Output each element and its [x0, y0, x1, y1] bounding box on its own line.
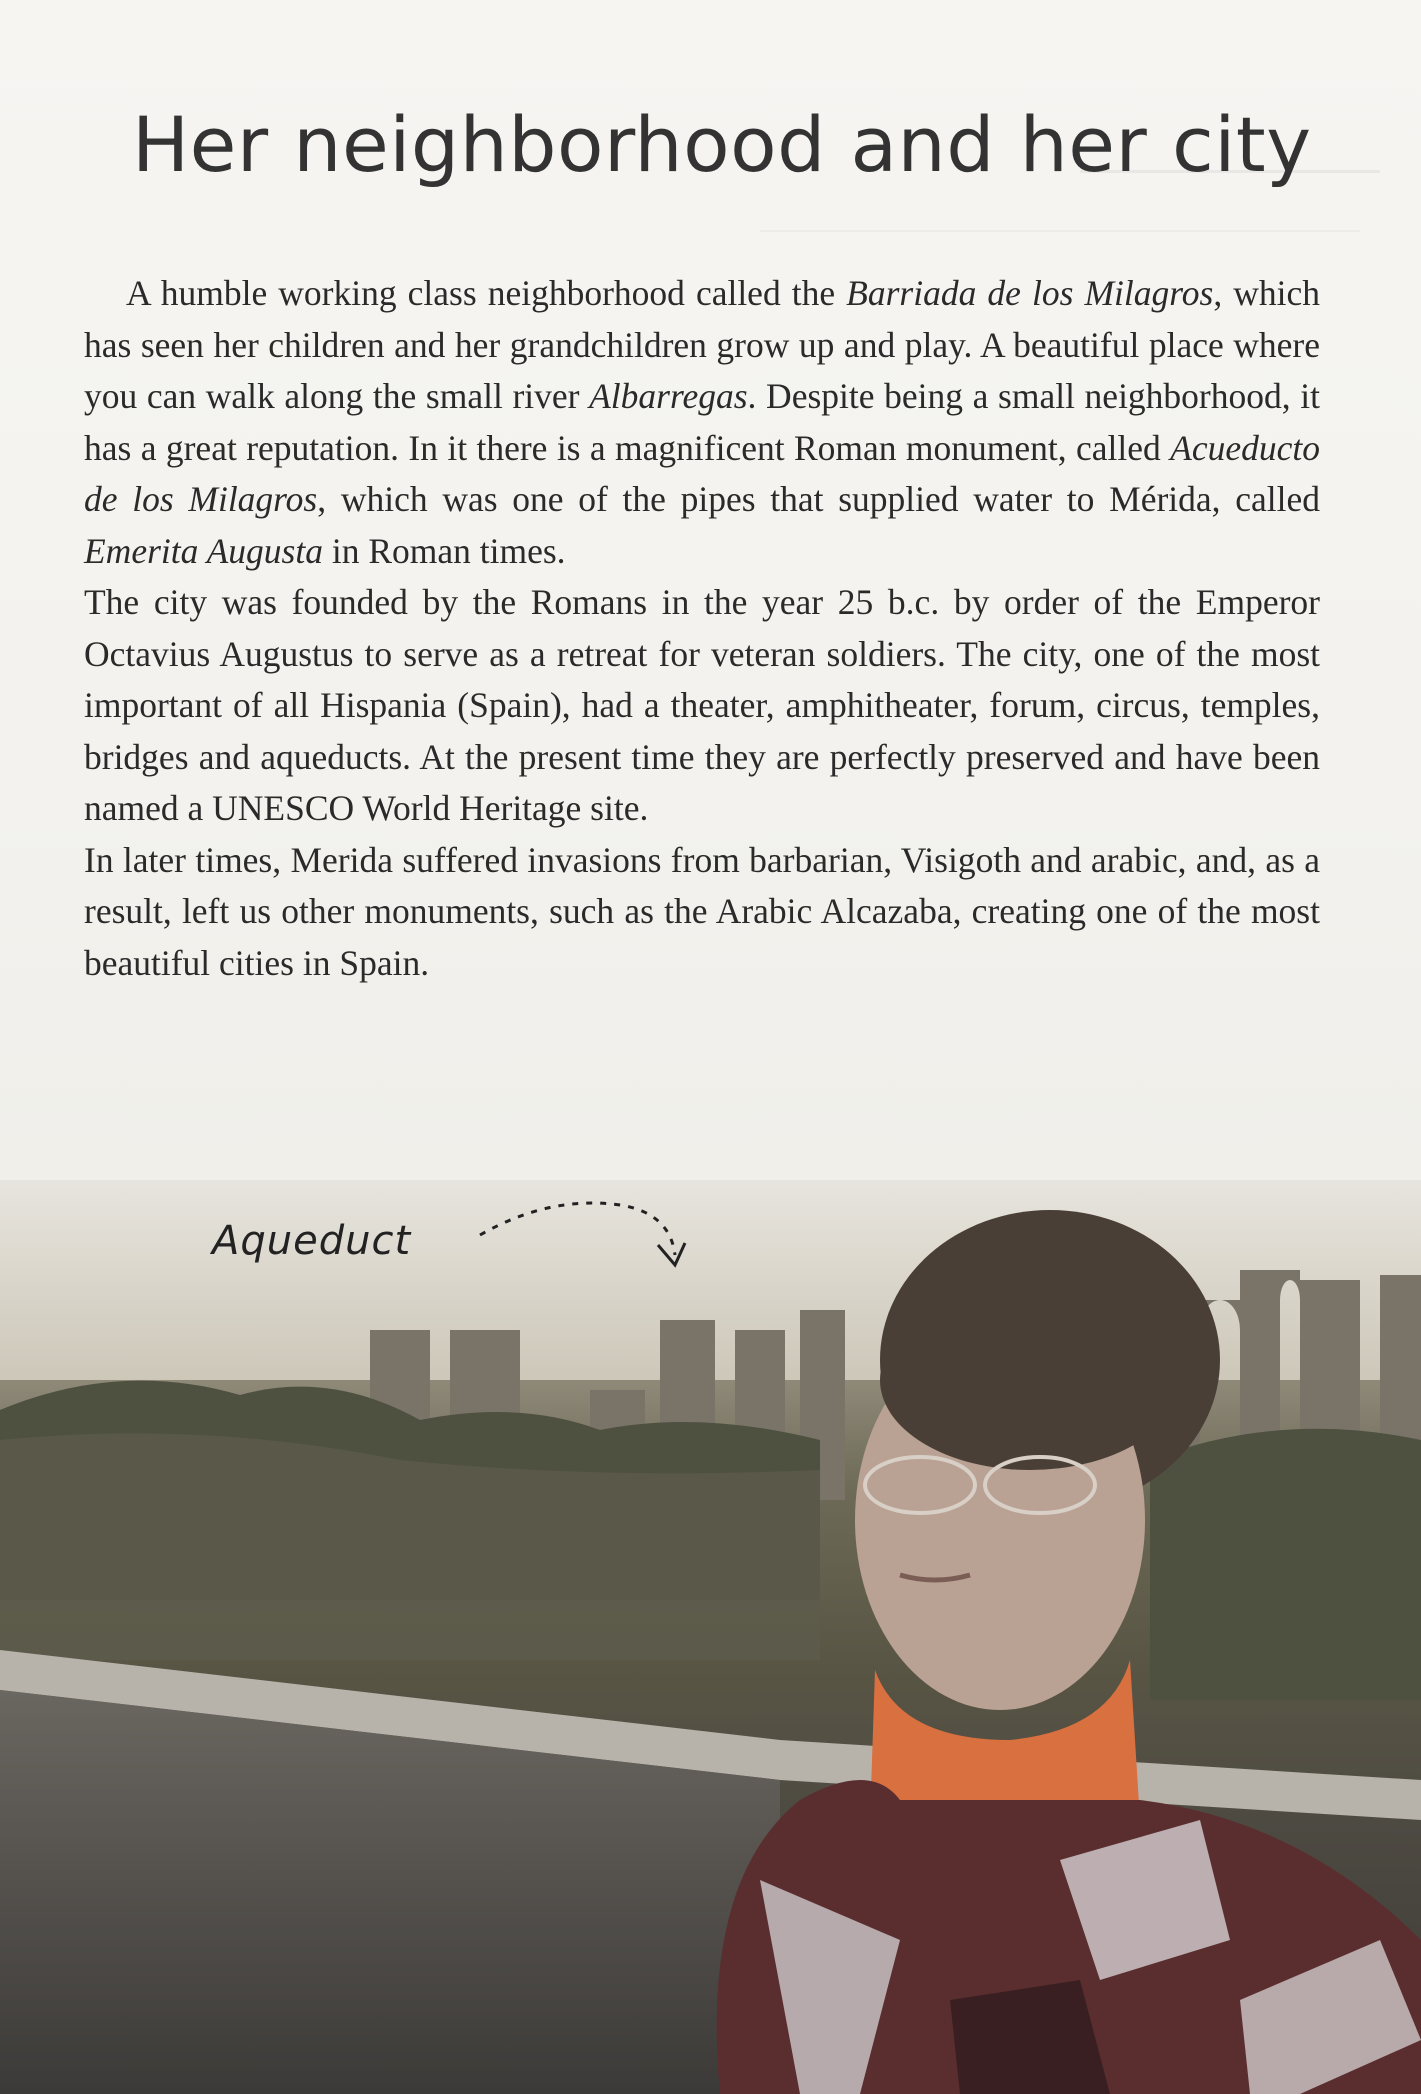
photo-woman-aqueduct: [0, 1180, 1421, 2094]
annotation-arrow-icon: [470, 1175, 700, 1285]
handwritten-annotation-aqueduct: Aqueduct: [212, 1218, 412, 1264]
photo-illustration: [0, 1180, 1421, 2094]
article-body: [84, 268, 1320, 989]
page-title: Her neighborhood and her city: [132, 100, 1312, 189]
paragraph-city-history: The city was founded by the Romans in the year 25 b.c. by order of the Emperor Octavius Augustus to serve as a retreat for veteran soldiers. The city, one of the most important of all Hispania (Spain), had a theater, amphitheater, forum, circus, temples, bridges and aqueducts. At the present time they are perfectly preserved and have been named a UNESCO World Heritage site.: [84, 582, 1320, 828]
paragraph-neighborhood: A humble working class neighborhood called the Barriada de los Milagros, which has seen her children and her grandchildren grow up and play. A beautiful place where you can walk along the small river Albarregas. Despite being a small neighborhood, it has a great reputation. In it there is a magnificent Roman monument, called Acueducto de los Milagros, which was one of the pipes that supplied water to Mérida, called Emerita Augusta in Roman times.: [84, 273, 1321, 571]
paragraph-later-times: In later times, Merida suffered invasions from barbarian, Visigoth and arabic, and, as a result, left us other monuments, such as the Arabic Alcazaba, creating one of the most beautiful cities in Spain.: [84, 839, 1320, 983]
